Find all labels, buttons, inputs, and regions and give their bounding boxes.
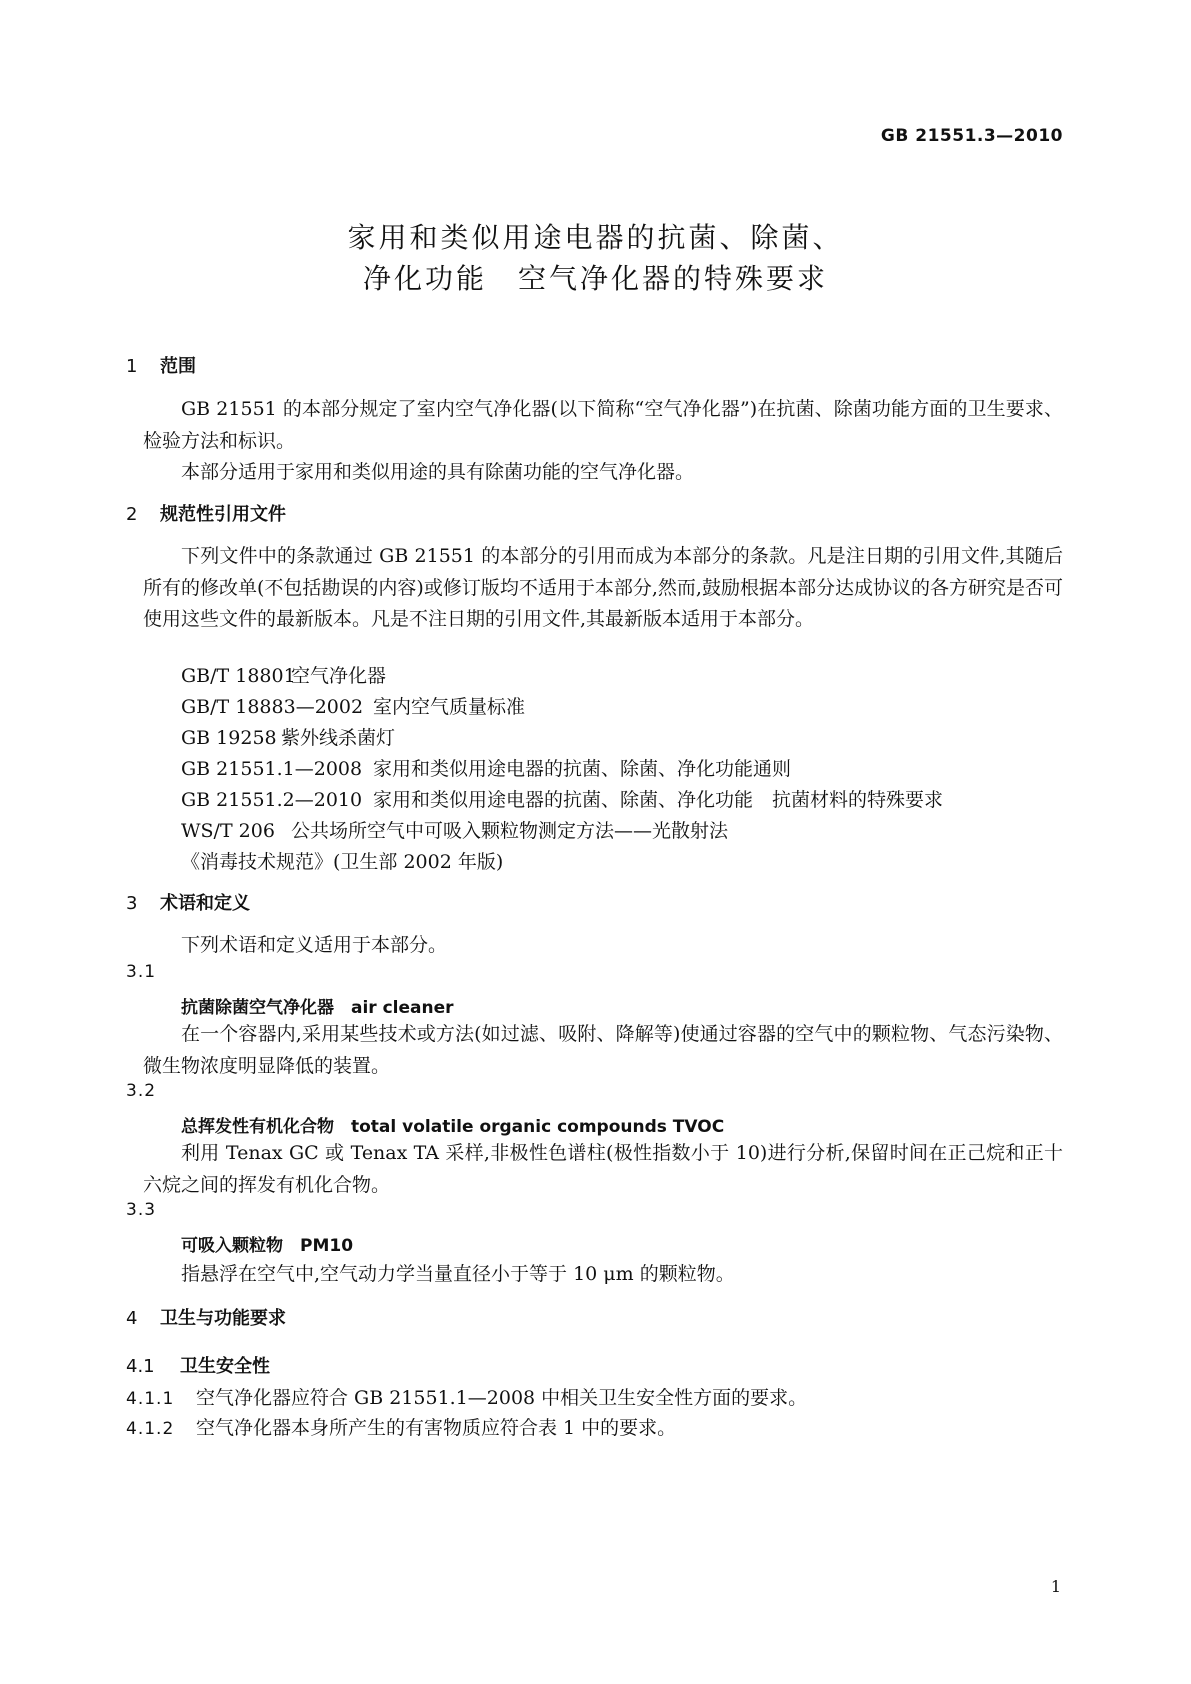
- reference-item: [181, 723, 395, 750]
- reference-item: [181, 661, 386, 688]
- clause-number: 4.1.1: [126, 1389, 175, 1409]
- clause-text: 空气净化器应符合 GB 21551.1—2008 中相关卫生安全性方面的要求。: [196, 1387, 808, 1409]
- reference-code: GB 21551.2—2010: [181, 789, 363, 811]
- section-title: 卫生与功能要求: [160, 1308, 286, 1329]
- subsection-title: 卫生安全性: [180, 1356, 270, 1377]
- section-title: 术语和定义: [160, 893, 250, 914]
- section-1-paragraph-2: 本部分适用于家用和类似用途的具有除菌功能的空气净化器。: [181, 461, 695, 483]
- reference-item: 《消毒技术规范》(卫生部 2002 年版): [181, 851, 504, 873]
- clause-text: 空气净化器本身所产生的有害物质应符合表 1 中的要求。: [196, 1417, 677, 1439]
- reference-item: [181, 785, 943, 812]
- reference-title: 家用和类似用途电器的抗菌、除菌、净化功能 抗菌材料的特殊要求: [373, 789, 944, 811]
- clause-item: [126, 1413, 676, 1440]
- subsection-4-1-heading: [126, 1352, 270, 1378]
- page-number: 1: [1050, 1577, 1061, 1596]
- term-name: 抗菌除菌空气净化器 air cleaner: [181, 998, 454, 1018]
- section-number: 1: [126, 356, 138, 377]
- reference-title: 家用和类似用途电器的抗菌、除菌、净化功能通则: [373, 758, 792, 780]
- reference-code: GB 21551.1—2008: [181, 758, 363, 780]
- reference-code: GB/T 18883—2002: [181, 696, 364, 718]
- term-number: 3.2: [126, 1081, 157, 1101]
- reference-item: [181, 754, 791, 781]
- clause-item: [126, 1383, 807, 1410]
- section-3-intro: 下列术语和定义适用于本部分。: [181, 934, 448, 956]
- subsection-number: 4.1: [126, 1356, 155, 1377]
- reference-title: 室内空气质量标准: [373, 696, 526, 718]
- section-title: 规范性引用文件: [160, 504, 286, 525]
- term-definition: 指悬浮在空气中,空气动力学当量直径小于等于 10 μm 的颗粒物。: [181, 1263, 735, 1285]
- reference-title: 空气净化器: [291, 665, 387, 687]
- reference-title: 紫外线杀菌灯: [281, 727, 396, 749]
- section-number: 3: [126, 893, 138, 914]
- section-number: 4: [126, 1308, 138, 1329]
- reference-title: 公共场所空气中可吸入颗粒物测定方法——光散射法: [291, 820, 729, 842]
- section-1-paragraph-1: GB 21551 的本部分规定了室内空气净化器(以下简称“空气净化器”)在抗菌、除菌功能方面的卫生要求、检验方法和标识。: [143, 398, 1063, 452]
- term-definition: 利用 Tenax GC 或 Tenax TA 采样,非极性色谱柱(极性指数小于 10)进行分析,保留时间在正己烷和正十六烷之间的挥发有机化合物。: [143, 1142, 1063, 1196]
- reference-item: [181, 692, 525, 719]
- section-4-heading: [126, 1304, 286, 1330]
- section-title: 范围: [160, 356, 196, 377]
- section-2-heading: [126, 500, 286, 526]
- reference-code: GB/T 18801: [181, 665, 296, 687]
- term-number: 3.3: [126, 1200, 157, 1220]
- clause-number: 4.1.2: [126, 1419, 175, 1439]
- reference-code: GB 19258: [181, 727, 277, 749]
- document-title-line-1: 家用和类似用途电器的抗菌、除菌、: [347, 221, 844, 254]
- reference-code: WS/T 206: [181, 820, 275, 842]
- section-2-paragraph: 下列文件中的条款通过 GB 21551 的本部分的引用而成为本部分的条款。凡是注日期的引用文件,其随后所有的修改单(不包括勘误的内容)或修订版均不适用于本部分,然而,鼓励根据本部分达成协议的各方研究是否可使用这些文件的最新版本。凡是不注日期的引用文件,其最新版本适用于本部分。: [143, 545, 1063, 630]
- term-definition: 在一个容器内,采用某些技术或方法(如过滤、吸附、降解等)使通过容器的空气中的颗粒物、气态污染物、微生物浓度明显降低的装置。: [143, 1023, 1063, 1077]
- term-name: 可吸入颗粒物 PM10: [181, 1236, 354, 1256]
- standard-code: GB 21551.3—2010: [880, 126, 1063, 146]
- document-title-line-2: 净化功能 空气净化器的特殊要求: [362, 262, 828, 295]
- section-number: 2: [126, 504, 138, 525]
- term-number: 3.1: [126, 962, 157, 982]
- term-name: 总挥发性有机化合物 total volatile organic compounds TVOC: [181, 1117, 725, 1137]
- section-1-heading: [126, 352, 196, 378]
- section-3-heading: [126, 889, 250, 915]
- reference-item: [181, 816, 728, 843]
